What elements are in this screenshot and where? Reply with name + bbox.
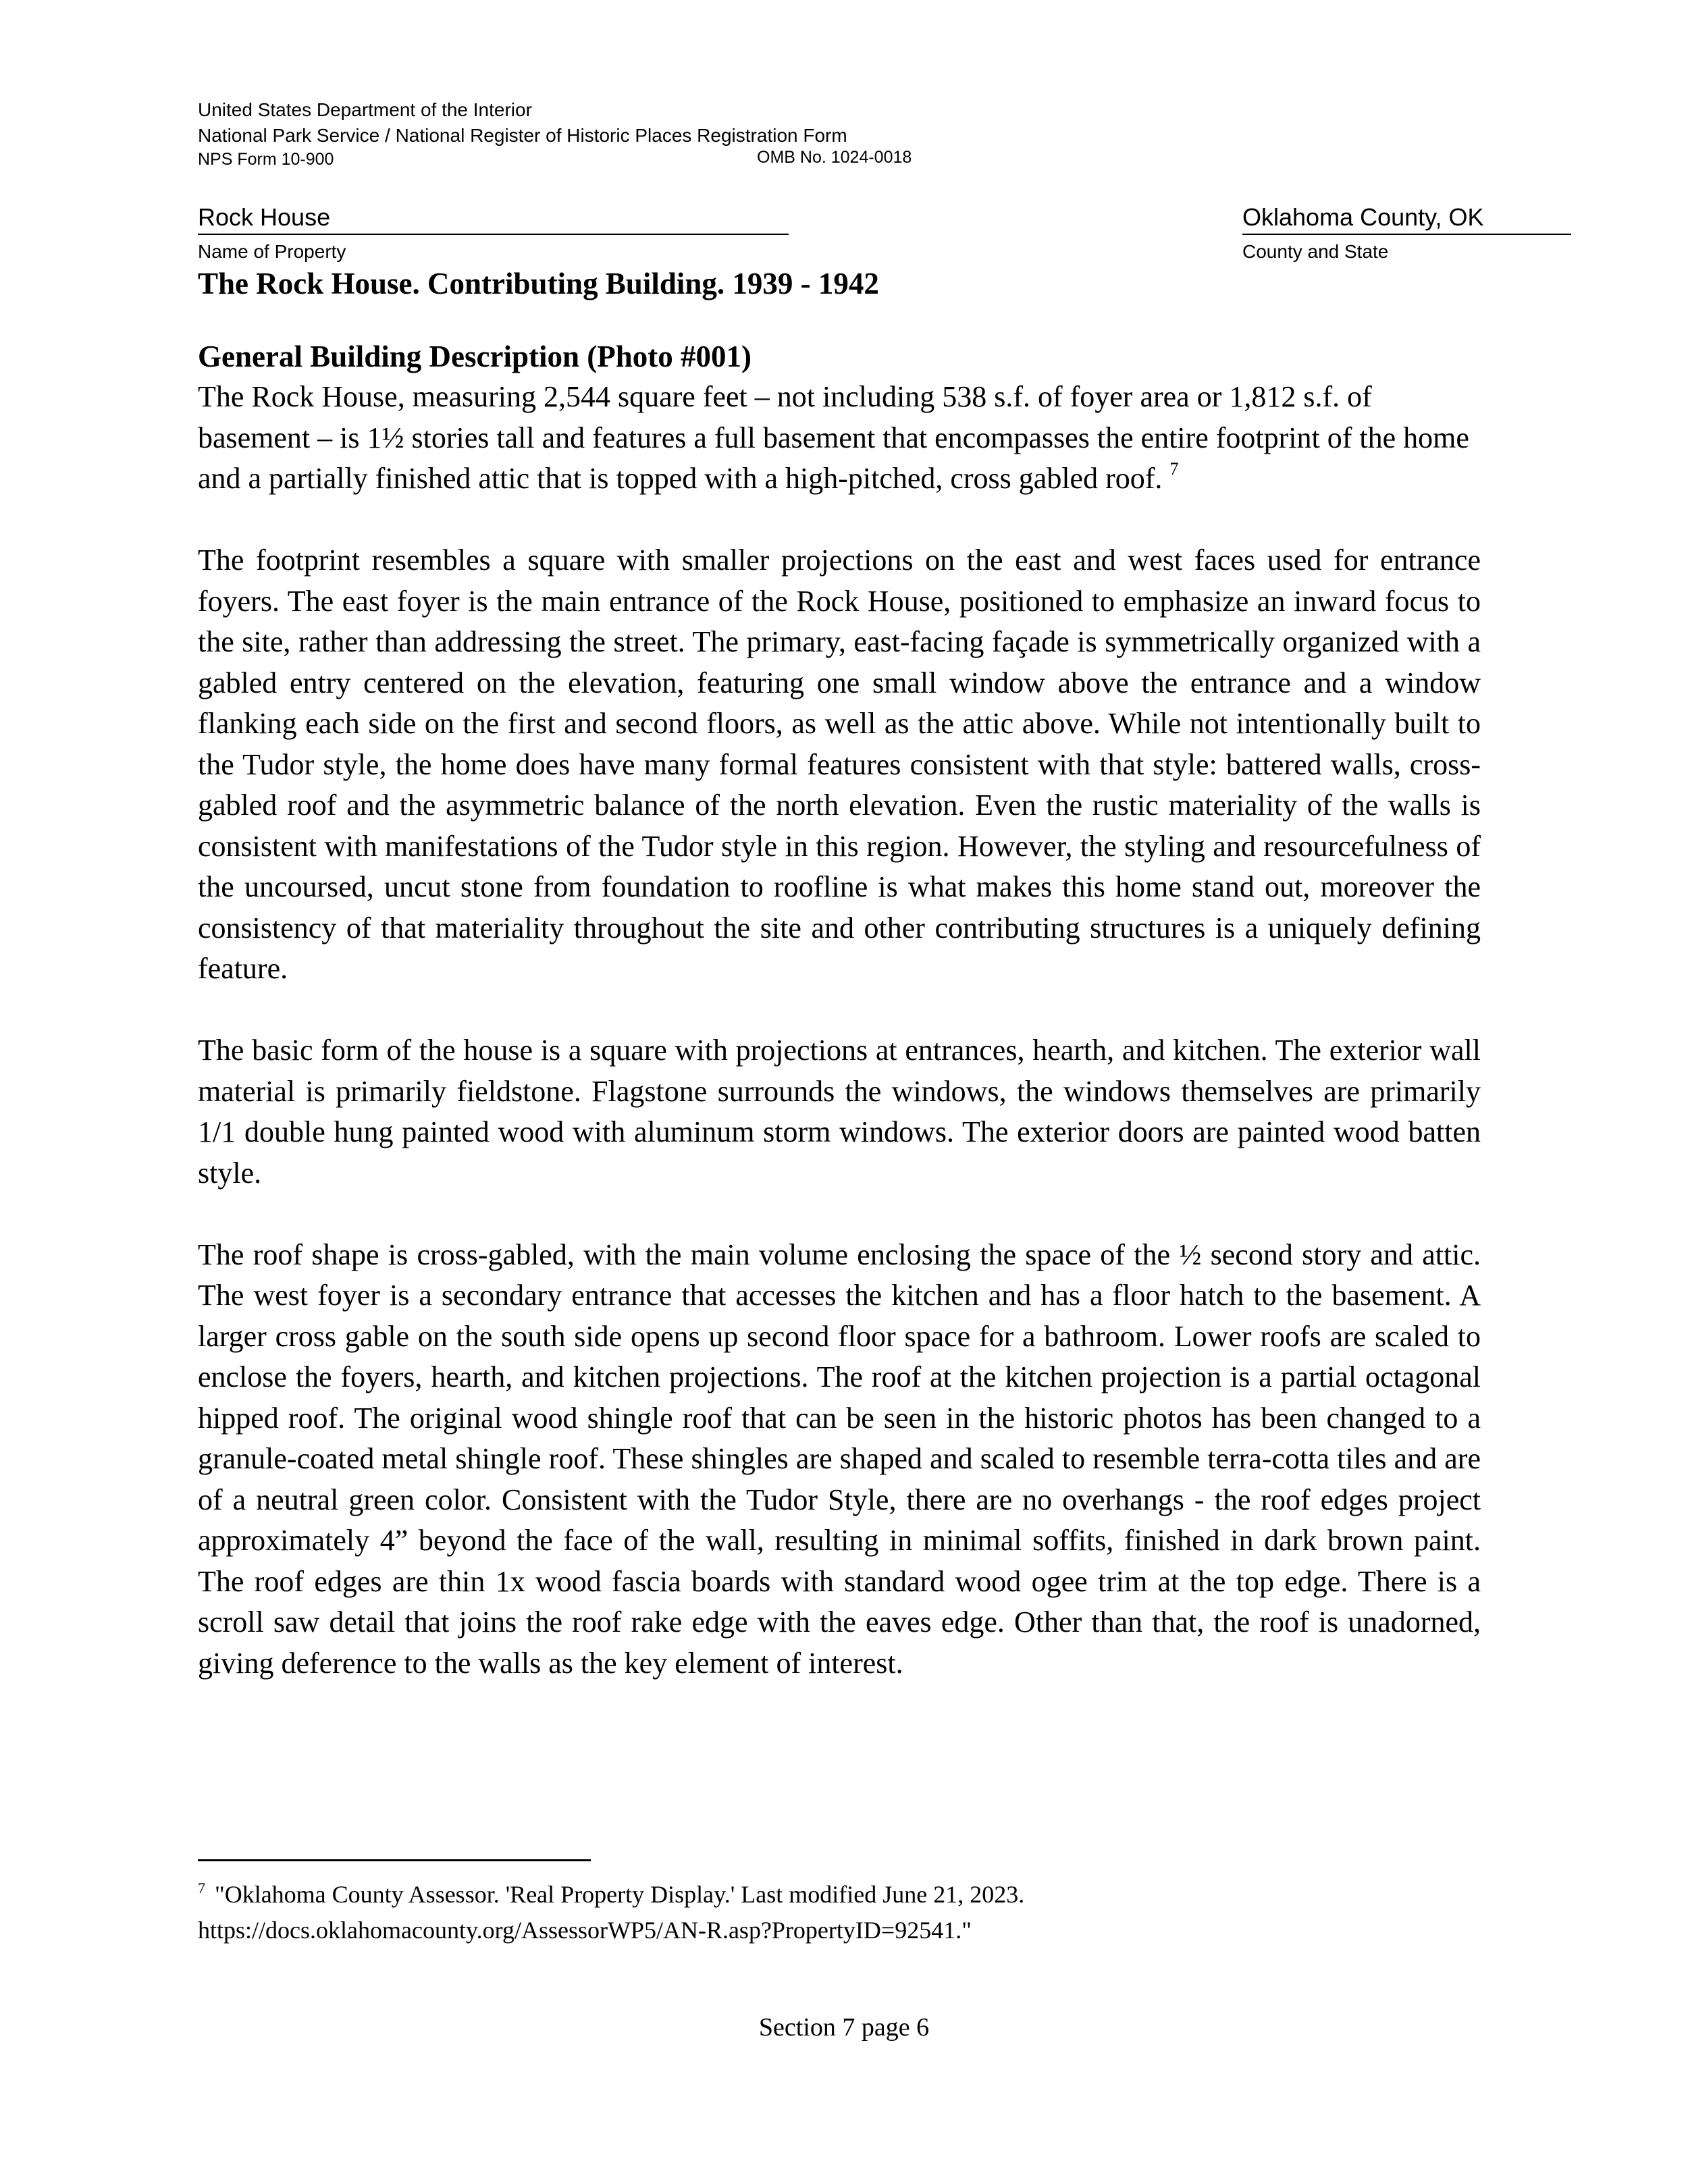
description-paragraph-3: The basic form of the house is a square with projections at entrances, hearth, and kitchen. The exterior wall material is primarily fieldstone. Flagstone surrounds the windows, the windows themselves are primarily 1/1 double hung painted wood with aluminum storm windows. The exterior doors are painted wood batten style. xyxy=(198,1034,1481,1190)
property-name: Rock House xyxy=(198,203,789,235)
footnote-number: 7 xyxy=(198,1880,205,1896)
footnote-reference: 7 xyxy=(1169,459,1179,479)
footnote xyxy=(198,1877,1481,1948)
header-form-number: NPS Form 10-900 xyxy=(198,150,334,169)
description-paragraph-1 xyxy=(198,377,1481,500)
property-name-caption: Name of Property xyxy=(198,241,346,262)
county-state-caption: County and State xyxy=(1242,241,1389,262)
page-footer: Section 7 page 6 xyxy=(758,2013,930,2042)
footnote-text: "Oklahoma County Assessor. 'Real Property Display.' Last modified June 21, 2023. https://docs.oklahomacounty.org/AssessorWP5/AN-R.asp?PropertyID=92541." xyxy=(198,1881,1025,1944)
section-title: The Rock House. Contributing Building. 1939 - 1942 xyxy=(198,267,879,300)
description-body xyxy=(198,336,1481,1725)
header-department: United States Department of the Interior xyxy=(198,99,532,120)
county-state: Oklahoma County, OK xyxy=(1242,203,1571,235)
description-paragraph-4: The roof shape is cross-gabled, with the main volume enclosing the space of the ½ second story and attic. The west foyer is a secondary entrance that accesses the kitchen and has a floor hatch to the basement. A larger cross gable on the south side opens up second floor space for a bathroom. Lower roofs are scaled to enclose the foyers, hearth, and kitchen projections. The roof at the kitchen projection is a partial octagonal hipped roof. The original wood shingle roof that can be seen in the historic photos has been changed to a granule-coated metal shingle roof. These shingles are shaped and scaled to resemble terra-cotta tiles and are of a neutral green color. Consistent with the Tudor Style, there are no overhangs - the roof edges project approximately 4” beyond the face of the wall, resulting in minimal soffits, finished in dark brown paint. The roof edges are thin 1x wood fascia boards with standard wood ogee trim at the top edge. There is a scroll saw detail that joins the roof rake edge with the eaves edge. Other than that, the roof is unadorned, giving deference to the walls as the key element of interest. xyxy=(198,1237,1481,1680)
header-agency-form: National Park Service / National Register of Historic Places Registration Form xyxy=(198,125,847,146)
header-omb-number: OMB No. 1024-0018 xyxy=(757,148,912,167)
paragraph-1-text: The Rock House, measuring 2,544 square feet – not including 538 s.f. of foyer area or 1,812 s.f. of basement – is 1½ stories tall and features a full basement that encompasses the entire footprint of the home and a partially finished attic that is topped with a high-pitched, cross gabled roof. xyxy=(198,380,1469,495)
footnote-divider xyxy=(198,1859,591,1861)
description-heading: General Building Description (Photo #001) xyxy=(198,340,751,373)
description-paragraph-2: The footprint resembles a square with smaller projections on the east and west faces used for entrance foyers. The east foyer is the main entrance of the Rock House, positioned to emphasize an inward focus to the site, rather than addressing the street. The primary, east-facing façade is symmetrically organized with a gabled entry centered on the elevation, featuring one small window above the entrance and a window flanking each side on the first and second floors, as well as the attic above. While not intentionally built to the Tudor style, the home does have many formal features consistent with that style: battered walls, cross-gabled roof and the asymmetric balance of the north elevation. Even the rustic materiality of the walls is consistent with manifestations of the Tudor style in this region. However, the styling and resourcefulness of the uncoursed, uncut stone from foundation to roofline is what makes this home stand out, moreover the consistency of that materiality throughout the site and other contributing structures is a uniquely defining feature. xyxy=(198,543,1481,985)
